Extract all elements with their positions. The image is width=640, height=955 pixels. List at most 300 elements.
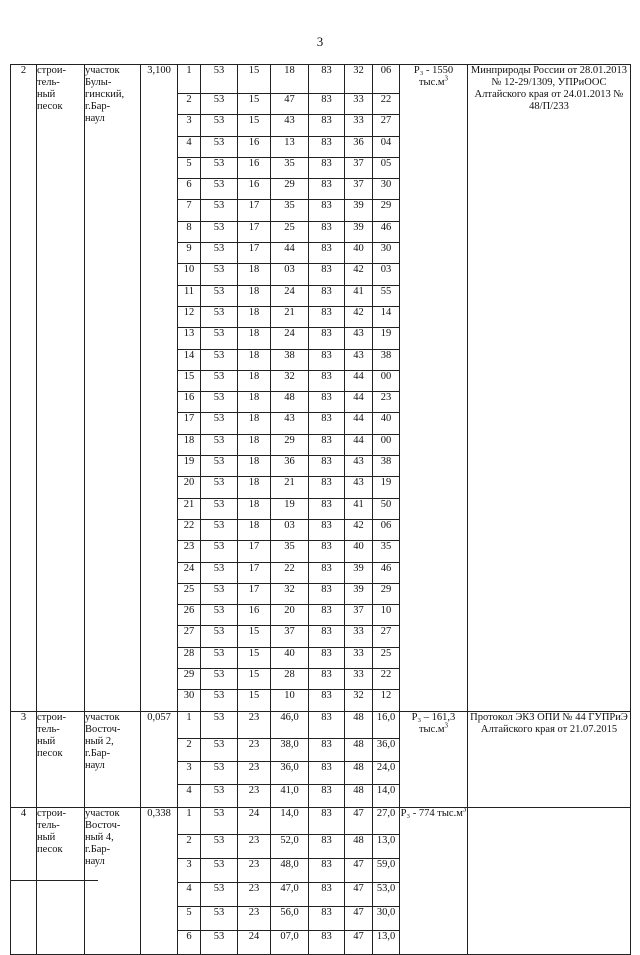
coordinate-value: 35 (271, 200, 309, 221)
point-number: 23 (178, 541, 201, 562)
coordinate-value: 23 (373, 392, 400, 413)
coordinate-value: 18 (238, 370, 271, 391)
coordinate-value: 83 (309, 349, 345, 370)
approval-document: Минприроды России от 28.01.2013 № 12-29/1309, УПРиООС Алтайского края от 24.01.2013 № 48/П/233 (468, 65, 631, 712)
coordinate-value: 47 (271, 94, 309, 115)
coordinate-value: 32 (345, 65, 373, 94)
coordinate-value: 36 (345, 136, 373, 157)
coordinate-value: 83 (309, 930, 345, 954)
coordinate-value: 50 (373, 498, 400, 519)
coordinate-value: 33 (345, 115, 373, 136)
point-number: 5 (178, 906, 201, 930)
point-number: 27 (178, 626, 201, 647)
coordinate-value: 15 (238, 626, 271, 647)
coordinate-value: 53 (201, 711, 238, 738)
coordinate-value: 83 (309, 94, 345, 115)
coordinate-value: 83 (309, 761, 345, 784)
point-number: 4 (178, 784, 201, 807)
coordinate-value: 29 (271, 179, 309, 200)
coordinate-value: 83 (309, 669, 345, 690)
coordinate-value: 24 (238, 807, 271, 834)
coordinate-value: 53 (201, 562, 238, 583)
coordinate-value: 53 (201, 784, 238, 807)
mineral-type: строи- тель- ный песок (37, 711, 85, 807)
point-number: 4 (178, 136, 201, 157)
coordinate-value: 46,0 (271, 711, 309, 738)
coordinate-value: 53 (201, 179, 238, 200)
coordinate-value: 83 (309, 157, 345, 178)
coordinate-value: 18 (238, 328, 271, 349)
coordinate-value: 18 (238, 349, 271, 370)
coordinate-value: 53 (201, 243, 238, 264)
coordinate-value: 44 (345, 370, 373, 391)
coordinate-value: 56,0 (271, 906, 309, 930)
coordinate-value: 18 (238, 306, 271, 327)
coordinate-value: 00 (373, 370, 400, 391)
point-number: 10 (178, 264, 201, 285)
coordinate-value: 48 (345, 761, 373, 784)
coordinate-value: 22 (373, 669, 400, 690)
coordinate-value: 83 (309, 541, 345, 562)
coordinate-value: 13,0 (373, 834, 400, 858)
coordinate-value: 23 (238, 882, 271, 906)
coordinate-value: 17 (238, 541, 271, 562)
coordinate-value: 19 (373, 328, 400, 349)
coordinate-value: 53 (201, 906, 238, 930)
coordinate-value: 40 (345, 243, 373, 264)
coordinate-value: 30 (373, 243, 400, 264)
coordinate-value: 29 (373, 200, 400, 221)
point-number: 22 (178, 519, 201, 540)
coordinate-value: 17 (238, 562, 271, 583)
coordinate-value: 53 (201, 498, 238, 519)
coordinate-value: 27 (373, 115, 400, 136)
coordinate-value: 53 (201, 349, 238, 370)
point-number: 20 (178, 477, 201, 498)
reserves-unit-exponent: 3 (444, 74, 449, 83)
coordinate-value: 53 (201, 477, 238, 498)
coordinate-value: 29 (271, 434, 309, 455)
coordinate-value: 39 (345, 583, 373, 604)
point-number: 1 (178, 65, 201, 94)
coordinate-value: 16 (238, 136, 271, 157)
coordinate-value: 55 (373, 285, 400, 306)
coordinate-value: 17 (238, 200, 271, 221)
coordinate-value: 18 (238, 434, 271, 455)
reserves-cell (400, 65, 468, 712)
coordinate-value: 53 (201, 136, 238, 157)
coordinate-value: 39 (345, 562, 373, 583)
coordinate-value: 40 (271, 647, 309, 668)
coordinate-value: 48 (345, 784, 373, 807)
coordinate-value: 18 (238, 477, 271, 498)
point-number: 1 (178, 807, 201, 834)
coordinate-value: 14 (373, 306, 400, 327)
coordinate-value: 53 (201, 834, 238, 858)
coordinate-value: 15 (238, 690, 271, 711)
coordinate-value: 20 (271, 605, 309, 626)
coordinate-value: 37 (271, 626, 309, 647)
coordinate-value: 38 (373, 349, 400, 370)
coordinate-value: 53,0 (373, 882, 400, 906)
coordinate-value: 83 (309, 807, 345, 834)
coordinate-value: 43 (271, 115, 309, 136)
coordinate-value: 53 (201, 930, 238, 954)
site-name: участок Восточ- ный 2, г.Бар- наул (85, 711, 141, 807)
reserves-cell (400, 711, 468, 807)
coordinate-value: 44 (345, 413, 373, 434)
site-area: 3,100 (141, 65, 178, 712)
coordinate-value: 40 (373, 413, 400, 434)
site-area: 0,338 (141, 807, 178, 954)
coordinate-value: 43 (345, 477, 373, 498)
coordinate-value: 28 (271, 669, 309, 690)
coordinate-value: 32 (345, 690, 373, 711)
coordinate-value: 23 (238, 784, 271, 807)
coordinate-value: 25 (373, 647, 400, 668)
coordinate-value: 36 (271, 456, 309, 477)
reserves-unit-exponent: 3 (462, 807, 467, 814)
coordinate-value: 53 (201, 221, 238, 242)
coordinate-value: 05 (373, 157, 400, 178)
coordinate-value: 33 (345, 94, 373, 115)
coordinate-value: 12 (373, 690, 400, 711)
deposits-table (10, 64, 631, 955)
coordinate-value: 29 (373, 583, 400, 604)
coordinate-value: 59,0 (373, 858, 400, 882)
coordinate-value: 21 (271, 306, 309, 327)
coordinate-value: 37 (345, 157, 373, 178)
coordinate-value: 53 (201, 413, 238, 434)
coordinate-value: 16 (238, 605, 271, 626)
coordinate-row (11, 807, 631, 834)
coordinate-value: 40 (345, 541, 373, 562)
point-number: 11 (178, 285, 201, 306)
coordinate-value: 24 (271, 285, 309, 306)
deposit-number: 4 (11, 807, 37, 954)
coordinate-value: 19 (271, 498, 309, 519)
coordinate-value: 83 (309, 136, 345, 157)
point-number: 2 (178, 738, 201, 761)
coordinate-value: 23 (238, 711, 271, 738)
coordinate-value: 24,0 (373, 761, 400, 784)
coordinate-value: 83 (309, 115, 345, 136)
coordinate-value: 53 (201, 626, 238, 647)
coordinate-value: 44 (271, 243, 309, 264)
coordinate-value: 83 (309, 834, 345, 858)
point-number: 2 (178, 834, 201, 858)
coordinate-value: 44 (345, 434, 373, 455)
point-number: 26 (178, 605, 201, 626)
coordinate-value: 83 (309, 605, 345, 626)
coordinate-value: 33 (345, 669, 373, 690)
reserves-unit-exponent: 3 (444, 721, 449, 730)
reserves-text: P₃ – 161,3 тыс.м (411, 711, 456, 735)
point-number: 29 (178, 669, 201, 690)
coordinate-value: 30,0 (373, 906, 400, 930)
coordinate-value: 47 (345, 906, 373, 930)
coordinate-value: 07,0 (271, 930, 309, 954)
coordinate-value: 83 (309, 179, 345, 200)
coordinate-value: 16 (238, 157, 271, 178)
coordinate-value: 18 (238, 392, 271, 413)
coordinate-value: 53 (201, 882, 238, 906)
coordinate-value: 18 (238, 264, 271, 285)
coordinate-value: 32 (271, 370, 309, 391)
point-number: 24 (178, 562, 201, 583)
coordinate-value: 43 (345, 456, 373, 477)
coordinate-value: 47 (345, 882, 373, 906)
approval-document: Протокол ЭКЗ ОПИ № 44 ГУПРиЭ Алтайского края от 21.07.2015 (468, 711, 631, 807)
coordinate-value: 41 (345, 498, 373, 519)
coordinate-value: 53 (201, 306, 238, 327)
coordinate-value: 43 (271, 413, 309, 434)
point-number: 5 (178, 157, 201, 178)
coordinate-value: 83 (309, 221, 345, 242)
point-number: 9 (178, 243, 201, 264)
coordinate-value: 83 (309, 738, 345, 761)
point-number: 13 (178, 328, 201, 349)
coordinate-value: 24 (238, 930, 271, 954)
coordinate-value: 83 (309, 392, 345, 413)
coordinate-value: 13 (271, 136, 309, 157)
mineral-type: строи- тель- ный песок (37, 807, 85, 954)
approval-document (468, 807, 631, 954)
coordinate-value: 83 (309, 858, 345, 882)
coordinate-value: 36,0 (271, 761, 309, 784)
point-number: 4 (178, 882, 201, 906)
site-area: 0,057 (141, 711, 178, 807)
coordinate-value: 38 (271, 349, 309, 370)
coordinate-value: 22 (373, 94, 400, 115)
coordinate-value: 13,0 (373, 930, 400, 954)
coordinate-value: 42 (345, 519, 373, 540)
coordinate-value: 47 (345, 930, 373, 954)
coordinate-value: 47 (345, 807, 373, 834)
coordinate-value: 19 (373, 477, 400, 498)
coordinate-value: 18 (271, 65, 309, 94)
coordinate-value: 83 (309, 370, 345, 391)
coordinate-value: 14,0 (271, 807, 309, 834)
coordinate-value: 83 (309, 65, 345, 94)
mineral-type: строи- тель- ный песок (37, 65, 85, 712)
page-number: 3 (316, 34, 324, 49)
coordinate-value: 23 (238, 761, 271, 784)
point-number: 2 (178, 94, 201, 115)
coordinate-value: 83 (309, 583, 345, 604)
coordinate-value: 10 (271, 690, 309, 711)
coordinate-value: 83 (309, 906, 345, 930)
coordinate-value: 15 (238, 115, 271, 136)
coordinate-value: 41 (345, 285, 373, 306)
coordinate-value: 53 (201, 690, 238, 711)
coordinate-value: 23 (238, 858, 271, 882)
coordinate-value: 24 (271, 328, 309, 349)
reserves-text: P₃ - 1550 тыс.м (413, 65, 454, 88)
coordinate-value: 83 (309, 647, 345, 668)
coordinate-value: 15 (238, 669, 271, 690)
coordinate-value: 39 (345, 221, 373, 242)
coordinate-value: 53 (201, 605, 238, 626)
coordinate-value: 53 (201, 264, 238, 285)
coordinate-value: 83 (309, 413, 345, 434)
coordinate-value: 03 (271, 264, 309, 285)
coordinate-value: 53 (201, 858, 238, 882)
deposit-number: 3 (11, 711, 37, 807)
coordinate-value: 48 (271, 392, 309, 413)
point-number: 19 (178, 456, 201, 477)
coordinate-value: 17 (238, 221, 271, 242)
point-number: 6 (178, 930, 201, 954)
coordinate-value: 10 (373, 605, 400, 626)
point-number: 21 (178, 498, 201, 519)
coordinate-value: 17 (238, 583, 271, 604)
point-number: 7 (178, 200, 201, 221)
coordinate-value: 43 (345, 349, 373, 370)
coordinate-value: 53 (201, 583, 238, 604)
coordinate-row (11, 711, 631, 738)
coordinate-value: 53 (201, 807, 238, 834)
coordinate-value: 15 (238, 647, 271, 668)
coordinate-value: 27,0 (373, 807, 400, 834)
coordinate-value: 36,0 (373, 738, 400, 761)
coordinate-value: 53 (201, 738, 238, 761)
point-number: 17 (178, 413, 201, 434)
coordinate-value: 00 (373, 434, 400, 455)
point-number: 3 (178, 858, 201, 882)
coordinate-value: 35 (271, 157, 309, 178)
coordinate-value: 53 (201, 328, 238, 349)
point-number: 18 (178, 434, 201, 455)
coordinate-value: 53 (201, 669, 238, 690)
coordinate-value: 18 (238, 285, 271, 306)
coordinate-value: 32 (271, 583, 309, 604)
coordinate-value: 83 (309, 456, 345, 477)
coordinate-value: 06 (373, 519, 400, 540)
coordinate-value: 38 (373, 456, 400, 477)
coordinate-value: 83 (309, 285, 345, 306)
coordinate-value: 44 (345, 392, 373, 413)
coordinate-value: 33 (345, 647, 373, 668)
coordinate-value: 18 (238, 519, 271, 540)
coordinate-value: 27 (373, 626, 400, 647)
coordinate-value: 37 (345, 179, 373, 200)
coordinate-value: 41,0 (271, 784, 309, 807)
coordinate-value: 83 (309, 477, 345, 498)
coordinate-value: 25 (271, 221, 309, 242)
coordinate-value: 83 (309, 519, 345, 540)
coordinate-value: 43 (345, 328, 373, 349)
coordinate-value: 83 (309, 690, 345, 711)
coordinate-value: 38,0 (271, 738, 309, 761)
point-number: 6 (178, 179, 201, 200)
point-number: 15 (178, 370, 201, 391)
coordinate-value: 47 (345, 858, 373, 882)
coordinate-value: 15 (238, 65, 271, 94)
coordinate-row (11, 65, 631, 94)
coordinate-value: 52,0 (271, 834, 309, 858)
coordinate-value: 83 (309, 200, 345, 221)
footnote-separator (10, 880, 98, 881)
coordinate-value: 48,0 (271, 858, 309, 882)
point-number: 3 (178, 761, 201, 784)
coordinate-value: 53 (201, 392, 238, 413)
coordinate-value: 42 (345, 264, 373, 285)
coordinate-value: 14,0 (373, 784, 400, 807)
coordinate-value: 53 (201, 519, 238, 540)
coordinate-value: 53 (201, 541, 238, 562)
reserves-cell (400, 807, 468, 954)
point-number: 14 (178, 349, 201, 370)
coordinate-value: 83 (309, 264, 345, 285)
coordinate-value: 15 (238, 94, 271, 115)
coordinate-value: 23 (238, 834, 271, 858)
coordinate-value: 53 (201, 434, 238, 455)
coordinate-value: 53 (201, 94, 238, 115)
coordinate-value: 16,0 (373, 711, 400, 738)
coordinate-value: 53 (201, 761, 238, 784)
coordinate-value: 03 (271, 519, 309, 540)
coordinate-value: 04 (373, 136, 400, 157)
coordinate-value: 42 (345, 306, 373, 327)
point-number: 3 (178, 115, 201, 136)
site-name: участок Булы- гинский, г.Бар- наул (85, 65, 141, 712)
reserves-text: P₃ - 774 тыс.м (400, 807, 463, 819)
coordinate-value: 83 (309, 626, 345, 647)
coordinate-value: 83 (309, 306, 345, 327)
coordinate-value: 18 (238, 498, 271, 519)
coordinate-value: 83 (309, 562, 345, 583)
coordinate-value: 22 (271, 562, 309, 583)
coordinate-value: 06 (373, 65, 400, 94)
coordinate-value: 18 (238, 413, 271, 434)
coordinate-value: 30 (373, 179, 400, 200)
coordinate-value: 47,0 (271, 882, 309, 906)
point-number: 16 (178, 392, 201, 413)
point-number: 25 (178, 583, 201, 604)
deposit-number: 2 (11, 65, 37, 712)
coordinate-value: 48 (345, 834, 373, 858)
coordinate-value: 46 (373, 562, 400, 583)
coordinate-value: 53 (201, 157, 238, 178)
coordinate-value: 03 (373, 264, 400, 285)
point-number: 8 (178, 221, 201, 242)
point-number: 30 (178, 690, 201, 711)
coordinate-value: 37 (345, 605, 373, 626)
coordinate-value: 16 (238, 179, 271, 200)
coordinate-value: 39 (345, 200, 373, 221)
coordinate-value: 23 (238, 738, 271, 761)
coordinate-value: 83 (309, 882, 345, 906)
coordinate-value: 53 (201, 456, 238, 477)
coordinate-value: 53 (201, 115, 238, 136)
coordinate-value: 35 (373, 541, 400, 562)
coordinate-value: 17 (238, 243, 271, 264)
coordinate-value: 48 (345, 738, 373, 761)
coordinate-value: 83 (309, 243, 345, 264)
point-number: 28 (178, 647, 201, 668)
coordinate-value: 35 (271, 541, 309, 562)
coordinate-value: 21 (271, 477, 309, 498)
coordinate-value: 53 (201, 647, 238, 668)
coordinate-value: 53 (201, 65, 238, 94)
coordinate-value: 18 (238, 456, 271, 477)
coordinate-value: 53 (201, 285, 238, 306)
coordinate-value: 83 (309, 784, 345, 807)
coordinate-value: 53 (201, 200, 238, 221)
point-number: 1 (178, 711, 201, 738)
coordinate-value: 83 (309, 711, 345, 738)
